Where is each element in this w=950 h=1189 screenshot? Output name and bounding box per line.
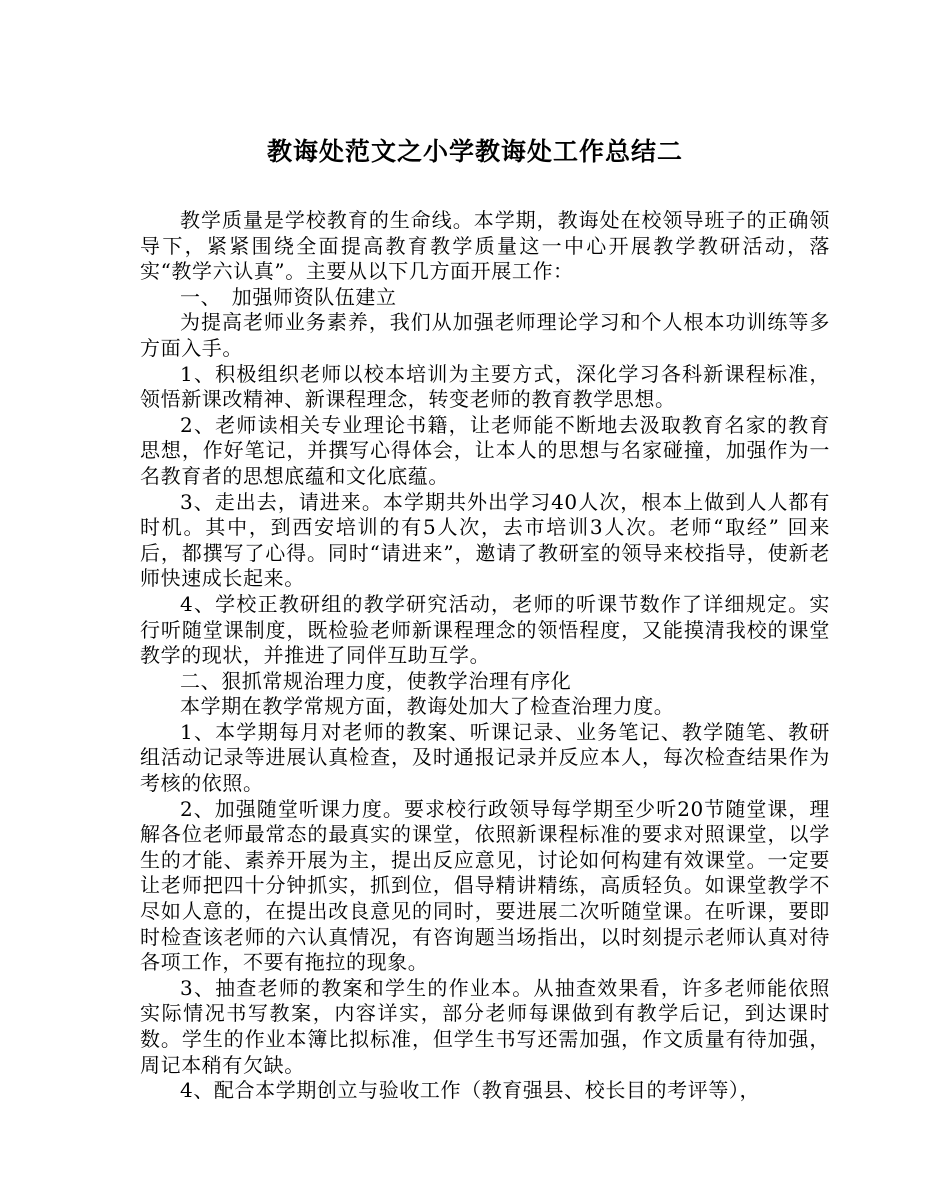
paragraph-intro: 教学质量是学校教育的生命线。本学期，教诲处在校领导班子的正确领导下，紧紧围绕全面提高教育教学质量这一中心开展教学教研活动，落实“教学六认真”。主要从以下几方面开展工作：	[140, 208, 830, 284]
list-item: 2、老师读相关专业理论书籍，让老师能不断地去汲取教育名家的教育思想，作好笔记，并撰写心得体会，让本人的思想与名家碰撞，加强作为一名教育者的思想底蕴和文化底蕴。	[140, 412, 830, 488]
list-item: 2、加强随堂听课力度。要求校行政领导每学期至少听20节随堂课，理解各位老师最常态的最真实的课堂，依照新课程标准的要求对照课堂，以学生的才能、素养开展为主，提出反应意见，讨论如何构建有效课堂。一定要让老师把四十分钟抓实，抓到位，倡导精讲精练，高质轻负。如课堂教学不尽如人意的，在提出改良意见的同时，要进展二次听随堂课。在听课，要即时检查该老师的六认真情况，有咨询题当场指出，以时刻提示老师认真对待各项工作，不要有拖拉的现象。	[140, 796, 830, 975]
document-body	[140, 208, 830, 1104]
paragraph: 为提高老师业务素养，我们从加强老师理论学习和个人根本功训练等多方面入手。	[140, 310, 830, 360]
section-heading-2: 二、狠抓常规治理力度，使教学治理有序化	[180, 668, 572, 693]
list-item: 1、本学期每月对老师的教案、听课记录、业务笔记、教学随笔、教研组活动记录等进展认真检查，及时通报记录并反应本人，每次检查结果作为考核的依照。	[140, 719, 830, 796]
list-item: 3、抽查老师的教案和学生的作业本。从抽查效果看，许多老师能依照实际情况书写教案，内容详实，部分老师每课做到有教学后记，到达课时数。学生的作业本簿比拟标准，但学生书写还需加强，作文质量有待加强，周记本稍有欠缺。	[140, 975, 830, 1077]
document-title: 教诲处范文之小学教诲处工作总结二	[266, 137, 683, 166]
list-item: 4、配合本学期创立与验收工作（教育强县、校长目的考评等），	[180, 1078, 761, 1103]
list-item: 1、积极组织老师以校本培训为主要方式，深化学习各科新课程标准，领悟新课改精神、新课程理念，转变老师的教育教学思想。	[140, 361, 830, 412]
list-item: 4、学校正教研组的教学研究活动，老师的听课节数作了详细规定。实行听随堂课制度，既检验老师新课程理念的领悟程度，又能摸清我校的课堂教学的现状，并推进了同伴互助互学。	[140, 591, 830, 668]
paragraph: 本学期在教学常规方面，教诲处加大了检查治理力度。	[180, 694, 675, 719]
section-heading-1: 一、 加强师资队伍建立	[180, 284, 397, 309]
list-item: 3、走出去，请进来。本学期共外出学习40人次，根本上做到人人都有时机。其中，到西安培训的有5人次，去市培训3人次。老师“取经” 回来后，都撰写了心得。同时“请进来”，邀请了教研室的领导来校指导，使新老师快速成长起来。	[140, 489, 830, 591]
